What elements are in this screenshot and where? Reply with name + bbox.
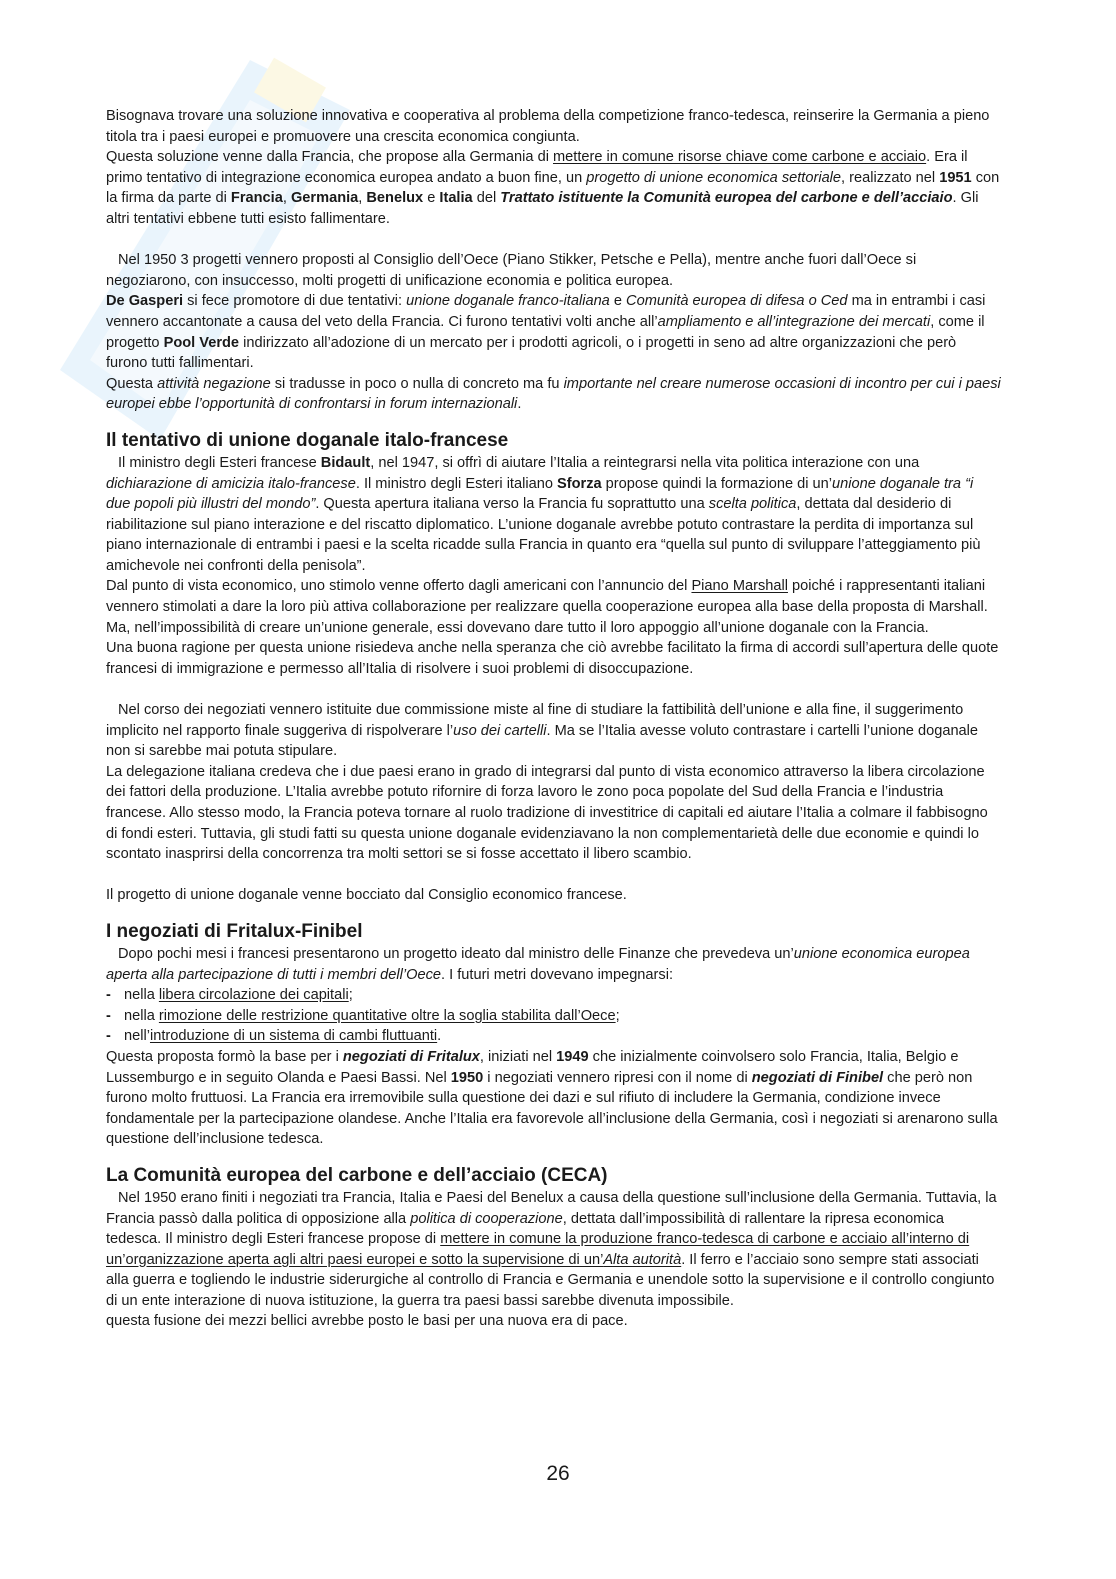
text-run: che inizialmente coinvolsero solo Francia, Italia, Belgio e Lussemburgo e in seguito Olanda e Paesi Bassi. Nel (106, 1048, 959, 1086)
list-item (106, 1006, 1001, 1027)
paragraph (106, 1311, 1001, 1332)
text-run: , nel 1947, si offrì di aiutare l’Italia a reintegrarsi nella vita politica interazione con una (370, 454, 920, 471)
text-run: . Il ferro e l’acciaio sono sempre stati associati alla guerra e togliendo le industrie siderurgiche al controllo di Francia e Germania e unendole sotto la supervisione e il controllo congiunto di un ente interazione di nuova istituzione, la guerra tra paesi bassi sarebbe divenuta impossibile. (106, 1251, 995, 1309)
text-run: Il progetto di unione doganale venne bocciato dal Consiglio economico francese. (106, 887, 627, 904)
paragraph (106, 762, 1001, 865)
text-run: nella (124, 1007, 159, 1024)
text-run: con la firma da parte di (106, 169, 1000, 207)
text-run: . Ma se l’Italia avesse voluto contrastare i cartelli l’unione doganale non si sarebbe mai potuta stipulare. (106, 722, 979, 760)
spacer (106, 865, 1001, 886)
text-run: mettere in comune risorse chiave come carbone e acciaio (553, 149, 927, 166)
paragraph (106, 453, 1001, 577)
text-run: unione economica europea aperta alla partecipazione di tutti i membri dell’Oece (106, 945, 970, 983)
spacer (106, 415, 1001, 427)
text-run: Questa proposta formò la base per i (106, 1048, 343, 1065)
paragraph (106, 250, 1001, 291)
text-run: ma in entrambi i casi vennero accantonate a causa del veto della Francia. Ci furono tentativi volti anche all’ (106, 293, 986, 330)
text-run: progetto di unione economica settoriale (586, 169, 842, 186)
list-item (106, 985, 1001, 1006)
section-heading: La Comunità europea del carbone e dell’acciaio (CECA) (106, 1164, 608, 1186)
spacer (106, 679, 1001, 700)
text-run: Francia (230, 190, 283, 207)
paragraph (106, 291, 1001, 373)
text-run: Questa soluzione venne dalla Francia, che propose alla Germania di (106, 149, 553, 166)
text-run: La delegazione italiana credeva che i due paesi erano in grado di integrarsi dal punto di vista economico attraverso la libera circolazione dei fattori della produzione. L’Italia avrebbe potuto rifornire di forza lavoro le zono poca popolate del Sud della Francia e l’industria francese. Allo stesso modo, la Francia poteva tornare al ruolo tradizione di investitrice di capitali ed aiutare l’Italia a colmare il fabbisogno di fondi esteri. Tuttavia, gli studi fatti su questa unione doganale evidenziavano la non complementarietà delle due economie e quindi lo scontato inasprirsi della concorrenza tra molti settori se si fosse accettato il libero scambio. (106, 763, 988, 863)
text-run: Bidault (320, 454, 371, 471)
text-run: attività negazione (157, 375, 271, 392)
text-run: introduzione di un sistema di cambi fluttuanti (149, 1028, 438, 1045)
text-run: e (609, 293, 627, 310)
text-run: poiché i rappresentanti italiani vennero stimolati a dare la loro più attiva collaborazione per realizzare quella cooperazione europea alla base della proposta di Marshall. Ma, nell’impossibilità di creare un’unione generale, essi dovevano dare tutto il loro appoggio all’unione doganale con la Francia. (106, 578, 988, 636)
dash-bullet-icon: - (106, 987, 111, 1004)
paragraph (106, 147, 1001, 229)
text-run: Il ministro degli Esteri francese (118, 454, 321, 471)
text-run: Italia (439, 190, 473, 207)
text-run: Pool Verde (163, 334, 240, 351)
text-run: ampliamento e all’integrazione dei mercati (657, 313, 931, 330)
text-run: unione doganale tra “i due popoli più illustri del mondo” (106, 475, 974, 513)
text-run: . (437, 1028, 442, 1045)
text-run: unione doganale franco-italiana (406, 293, 610, 310)
bullet-list (106, 985, 1001, 1047)
text-run: Sforza (557, 475, 602, 492)
text-run: si fece promotore di due tentativi: (183, 293, 407, 310)
paragraph (106, 700, 1001, 762)
text-run: libera circolazione dei capitali (158, 987, 349, 1004)
paragraph (106, 885, 1001, 906)
text-run: , iniziati nel (479, 1048, 557, 1065)
paragraph (106, 1047, 1001, 1150)
text-run: . Gli altri tentativi ebbene tutti esisto fallimentare. (106, 190, 979, 227)
text-run: Dal punto di vista economico, uno stimolo venne offerto dagli americani con l’annuncio del (106, 578, 692, 595)
spacer (106, 1150, 1001, 1162)
text-run: , realizzato nel (841, 169, 940, 186)
paragraph (106, 1188, 1001, 1312)
text-run: del (472, 190, 501, 207)
page-number: 26 (546, 1462, 570, 1485)
text-run: De Gasperi (106, 293, 184, 310)
paragraph (106, 576, 1001, 638)
text-run: . Il ministro degli Esteri italiano (355, 475, 557, 492)
paragraph (106, 106, 1001, 147)
text-run: Alta autorità (603, 1251, 682, 1268)
text-run: Bisognava trovare una soluzione innovativa e cooperativa al problema della competizione franco-tedesca, reinserire la Germania a pieno titola tra i paesi europei e promuovere una crescita economica congiunta. (106, 108, 990, 145)
dash-bullet-icon: - (106, 1007, 111, 1024)
text-run: . Questa apertura italiana verso la Francia fu soprattutto una (315, 496, 709, 513)
text-run: Dopo pochi mesi i francesi presentarono un progetto ideato dal ministro delle Finanze che prevedeva un’ (118, 945, 794, 962)
text-run: e (423, 190, 440, 207)
text-run: si tradusse in poco o nulla di concreto ma fu (270, 375, 564, 392)
text-run: negoziati di Fritalux (342, 1048, 480, 1065)
text-run: 1949 (556, 1048, 589, 1065)
text-run: , (282, 190, 291, 207)
text-run: Comunità europea di difesa o Ced (626, 293, 848, 310)
text-run: ; (348, 987, 353, 1004)
text-run: , dettata dall’impossibilità di rallentare la ripresa economica tedesca. Il ministro degli Esteri francese propose di (106, 1210, 944, 1248)
text-run: . Era il primo tentativo di integrazione economica europea andato a buon fine, un (106, 149, 968, 186)
text-run: Benelux (366, 190, 424, 207)
text-run: . (517, 396, 522, 413)
text-run: i negoziati vennero ripresi con il nome di (483, 1069, 752, 1086)
list-item (106, 1026, 1001, 1047)
text-run: dichiarazione di amicizia italo-francese (106, 475, 356, 492)
text-run: questa fusione dei mezzi bellici avrebbe posto le basi per una nuova era di pace. (106, 1313, 628, 1330)
paragraph (106, 638, 1001, 679)
text-run: Germania (290, 190, 359, 207)
text-run: 1950 (450, 1069, 484, 1086)
text-run: Piano Marshall (691, 578, 788, 595)
text-run: politica di cooperazione (410, 1210, 563, 1227)
text-run: , (358, 190, 367, 207)
text-run: nella (124, 987, 159, 1004)
text-run: mettere in comune la produzione franco-tedesca di carbone e acciaio all’interno di un’organizzazione aperta agli altri paesi europei e sotto la supervisione di un’ (106, 1231, 970, 1268)
text-run: , come il progetto (106, 313, 985, 351)
paragraph (106, 374, 1001, 415)
text-run: Nel corso dei negoziati vennero istituite due commissione miste al fine di studiare la fattibilità dell’unione e alla fine, il suggerimento implicito nel rapporto finale suggeriva di rispolverare l’ (106, 702, 964, 739)
text-run: Nel 1950 3 progetti vennero proposti al Consiglio dell’Oece (Piano Stikker, Petsche e Pella), mentre anche fuori dall’Oece si negoziarono, con insuccesso, molti progetti di unificazione economia e politica europea. (106, 252, 917, 289)
text-run: . I futuri metri dovevano impegnarsi: (441, 966, 673, 983)
text-run: indirizzato all’adozione di un mercato per i prodotti agricoli, o i progetti in seno ad altre organizzazioni che però furono tutti fallimentari. (106, 334, 957, 372)
section-heading: Il tentativo di unione doganale italo-francese (106, 429, 509, 451)
section-heading: I negoziati di Fritalux-Finibel (106, 920, 363, 942)
text-run: che però non furono molto fruttuosi. La Francia era irremovibile sulla questione dei dazi e sul rifiuto di includere la Germania, condizione invece fondamentale per la partecipazione olandese. Anche l’Italia era favorevole all’inclusione della Germania, così i negoziati si arenarono sulla questione dell’inclusione tedesca. (106, 1069, 998, 1148)
text-run: Trattato istituente la Comunità europea del carbone e dell’acciaio (500, 190, 953, 207)
text-run: Nel 1950 erano finiti i negoziati tra Francia, Italia e Paesi del Benelux a causa della questione sull’inclusione della Germania. Tuttavia, la Francia passò dalla politica di opposizione alla (106, 1189, 997, 1227)
text-run: Questa (106, 375, 158, 392)
spacer (106, 230, 1001, 251)
paragraph (106, 944, 1001, 985)
text-run: scelta politica (708, 496, 797, 513)
text-run: , dettata dal desiderio di riabilitazione sul piano interazione e del riscatto diplomatico. L’unione doganale avrebbe potuto contrastare la perdita di importanza sul piano internazionale di entrambi i paesi e la scelta ricadde sulla Francia in quanto era “quella sul punto di sviluppare l’atteggiamento più amichevole nei confronti della penisola”. (106, 496, 981, 574)
text-run: propose quindi la formazione di un’ (601, 475, 833, 492)
text-run: rimozione delle restrizione quantitative oltre la soglia stabilita dall’Oece (158, 1007, 616, 1024)
text-run: negoziati di Finibel (751, 1069, 884, 1086)
document-body (106, 106, 1001, 1332)
text-run: importante nel creare numerose occasioni di incontro per cui i paesi europei ebbe l’opportunità di confrontarsi in forum internazionali (106, 375, 1001, 413)
dash-bullet-icon: - (106, 1028, 111, 1045)
text-run: ; (615, 1007, 620, 1024)
text-run: uso dei cartelli (453, 722, 547, 739)
spacer (106, 906, 1001, 918)
text-run: Una buona ragione per questa unione risiedeva anche nella speranza che ciò avrebbe facilitato la firma di accordi sull’apertura delle quote francesi di immigrazione e permesso all’Italia di risolvere i suoi problemi di disoccupazione. (106, 640, 999, 677)
text-run: 1951 (939, 169, 972, 186)
text-run: nell’ (124, 1028, 150, 1045)
